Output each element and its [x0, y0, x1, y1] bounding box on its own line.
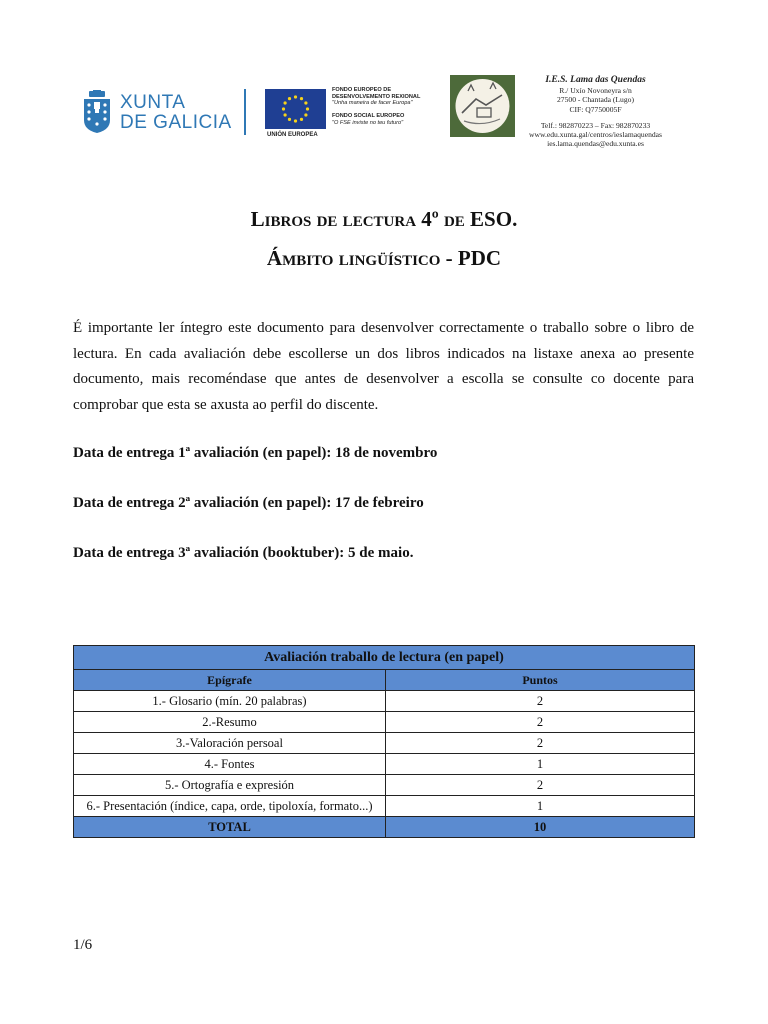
delivery-date-2: Data de entrega 2ª avaliación (en papel): 17 de febreiro: [73, 495, 424, 511]
column-header-puntos: Puntos: [386, 670, 695, 691]
eu-flag-caption: UNIÓN EUROPEA: [267, 132, 318, 138]
row-puntos: 2: [386, 733, 695, 754]
fund-line3: "Unha maneira de facer Europa": [332, 100, 413, 106]
delivery-date-1: Data de entrega 1ª avaliación (en papel): 18 de novembro: [73, 445, 438, 461]
row-epigrafe: 1.- Glosario (mín. 20 palabras): [74, 691, 386, 712]
row-epigrafe: 4.- Fontes: [74, 754, 386, 775]
school-info: [518, 75, 673, 149]
column-header-epigrafe: Epígrafe: [74, 670, 386, 691]
xunta-line1: XUNTA: [120, 92, 186, 113]
evaluation-table: [73, 645, 695, 838]
table-row: [74, 712, 695, 733]
intro-paragraph: É importante ler íntegro este documento para desenvolver correctamente o traballo sobre o libro de lectura. En cada avaliación debe escollerse un dos libros indicados na listaxe anexa ao presente documento, mais recoméndase que antes de desenvolver a escolla se consulte co docente para comprobar que esta se axusta ao perfil do discente.: [73, 320, 694, 413]
xunta-line2: DE GALICIA: [120, 112, 232, 133]
row-epigrafe: 5.- Ortografía e expresión: [74, 775, 386, 796]
fund-line2: DESENVOLVEMENTO REXIONAL: [332, 93, 421, 100]
row-puntos: 1: [386, 796, 695, 817]
page-header: [0, 0, 768, 160]
galicia-crest-icon: [82, 90, 112, 134]
school-name: I.E.S. Lama das Quendas: [545, 75, 646, 85]
school-city: 27500 - Chantada (Lugo): [557, 95, 634, 105]
row-epigrafe: 6.- Presentación (índice, capa, orde, tipoloxía, formato...): [74, 796, 386, 817]
table-row: [74, 691, 695, 712]
row-puntos: 2: [386, 712, 695, 733]
row-puntos: 2: [386, 775, 695, 796]
page-title: Libros de lectura 4º de ESO.: [250, 207, 518, 231]
school-cif: CIF: Q7750005F: [569, 104, 622, 114]
school-logo-icon: [450, 75, 515, 137]
xunta-wordmark: [120, 93, 250, 133]
fund-line1: FONDO EUROPEO DE: [332, 87, 392, 93]
fund-fse: [332, 113, 452, 126]
fund-feder: [332, 87, 452, 107]
row-epigrafe: 2.-Resumo: [74, 712, 386, 733]
eu-flag-icon: [265, 89, 326, 129]
school-phone: Telf.: 982870223 – Fax: 982870233: [540, 120, 651, 130]
table-row: [74, 796, 695, 817]
page-subtitle: Ámbito lingüístico - PDC: [266, 246, 502, 270]
school-email: ies.lama.quendas@edu.xunta.es: [547, 139, 644, 149]
table-total-row: [74, 817, 695, 838]
school-address: R./ Uxío Novoneyra s/n: [559, 86, 632, 95]
row-puntos: 1: [386, 754, 695, 775]
row-epigrafe: 3.-Valoración persoal: [74, 733, 386, 754]
eu-funding-logo: [265, 89, 445, 141]
table-row: [74, 733, 695, 754]
table-row: [74, 754, 695, 775]
delivery-date-3: Data de entrega 3ª avaliación (booktuber): 5 de maio.: [73, 545, 414, 561]
fund-line5: "O FSE inviste no teu futuro": [332, 119, 404, 126]
fund-line4: FONDO SOCIAL EUROPEO: [332, 113, 405, 119]
row-puntos: 2: [386, 691, 695, 712]
total-label: TOTAL: [74, 817, 386, 838]
logo-divider: [244, 89, 246, 135]
page-number: 1/6: [73, 937, 93, 953]
school-web: www.edu.xunta.gal/centros/ieslamaquendas: [529, 130, 662, 140]
total-value: 10: [386, 817, 695, 838]
table-caption: Avaliación traballo de lectura (en papel): [74, 646, 695, 670]
table-row: [74, 775, 695, 796]
